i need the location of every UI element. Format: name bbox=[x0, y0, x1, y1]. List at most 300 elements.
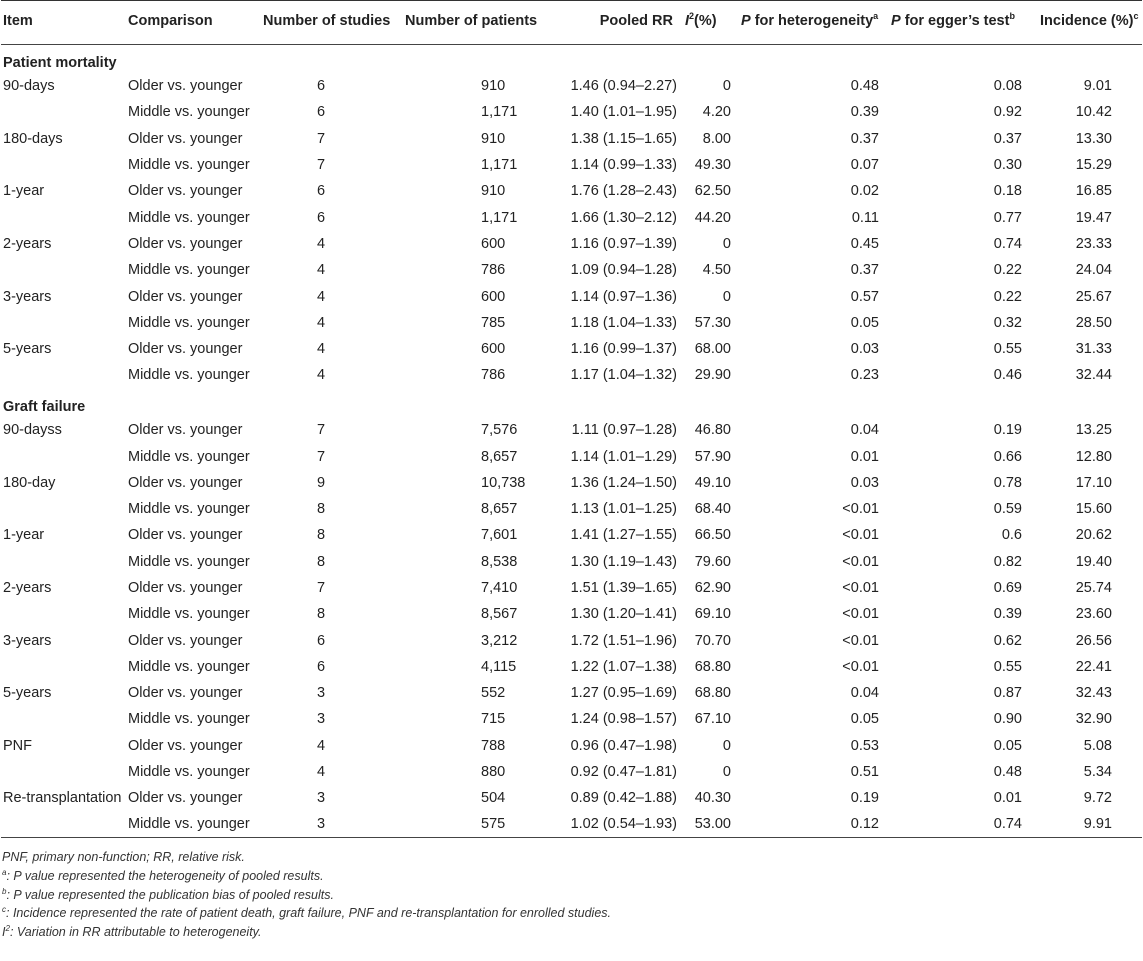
incidence-cell: 19.40 bbox=[1075, 553, 1112, 570]
item-cell bbox=[1, 601, 126, 627]
table-row bbox=[1, 654, 1142, 680]
item-cell bbox=[1, 443, 126, 469]
p-egger-cell: 0.74 bbox=[993, 816, 1022, 833]
footnote-marker: b bbox=[2, 886, 7, 896]
i2-cell: 0 bbox=[722, 235, 731, 252]
footnote-text: : Incidence represented the rate of patient death, graft failure, PNF and re-transplantation for enrolled studies. bbox=[6, 906, 611, 921]
table-row bbox=[1, 812, 1142, 838]
comparison-cell: Middle vs. younger bbox=[128, 157, 250, 174]
incidence-cell: 13.25 bbox=[1075, 422, 1112, 439]
item-cell bbox=[1, 549, 126, 575]
p-heterogeneity-cell: 0.12 bbox=[850, 816, 879, 833]
table-row bbox=[1, 417, 1142, 443]
patients-cell: 600 bbox=[481, 341, 506, 358]
studies-cell: 4 bbox=[317, 288, 326, 305]
i2-cell: 49.10 bbox=[694, 474, 731, 491]
studies-cell: 4 bbox=[317, 262, 326, 279]
i2-cell: 46.80 bbox=[694, 422, 731, 439]
comparison-cell: Middle vs. younger bbox=[128, 262, 250, 279]
header-row bbox=[1, 1, 1142, 45]
incidence-cell: 32.44 bbox=[1075, 367, 1112, 384]
comparison-cell: Older vs. younger bbox=[128, 341, 243, 358]
studies-cell: 6 bbox=[317, 183, 326, 200]
patients-cell: 715 bbox=[481, 711, 506, 728]
p-heterogeneity-cell: <0.01 bbox=[842, 501, 879, 518]
comparison-cell: Older vs. younger bbox=[128, 130, 243, 147]
incidence-cell: 23.33 bbox=[1075, 235, 1112, 252]
pooled-rr-cell: 1.09 (0.94–1.28) bbox=[570, 262, 677, 279]
i2-cell: 49.30 bbox=[694, 157, 731, 174]
p-egger-cell: 0.69 bbox=[993, 579, 1022, 596]
table-row bbox=[1, 470, 1142, 496]
p-heterogeneity-cell: <0.01 bbox=[842, 606, 879, 623]
p-heterogeneity-cell: <0.01 bbox=[842, 527, 879, 544]
comparison-cell: Older vs. younger bbox=[128, 790, 243, 807]
pooled-rr-cell: 1.02 (0.54–1.93) bbox=[570, 816, 677, 833]
patients-cell: 8,567 bbox=[481, 606, 518, 623]
p-heterogeneity-cell: 0.37 bbox=[850, 262, 879, 279]
item-cell: 2-years bbox=[3, 235, 52, 252]
studies-cell: 3 bbox=[317, 816, 326, 833]
pooled-rr-cell: 0.92 (0.47–1.81) bbox=[570, 764, 677, 781]
table-row bbox=[1, 706, 1142, 732]
footnote bbox=[2, 867, 1143, 886]
patients-cell: 7,576 bbox=[481, 422, 518, 439]
incidence-cell: 5.34 bbox=[1083, 764, 1112, 781]
p-egger-cell: 0.05 bbox=[993, 737, 1022, 754]
patients-cell: 910 bbox=[481, 130, 506, 147]
header-incidence: Incidence (%)$^c$ bbox=[1040, 11, 1139, 29]
p-heterogeneity-cell: 0.23 bbox=[850, 367, 879, 384]
comparison-cell: Older vs. younger bbox=[128, 527, 243, 544]
incidence-cell: 19.47 bbox=[1075, 209, 1112, 226]
header-pooled-rr: Pooled RR bbox=[599, 13, 673, 29]
item-cell bbox=[1, 204, 126, 230]
pooled-rr-cell: 1.16 (0.97–1.39) bbox=[570, 235, 677, 252]
incidence-cell: 13.30 bbox=[1075, 130, 1112, 147]
incidence-cell: 28.50 bbox=[1075, 314, 1112, 331]
table-row bbox=[1, 310, 1142, 336]
p-heterogeneity-cell: 0.53 bbox=[850, 737, 879, 754]
item-cell: 3-years bbox=[3, 288, 52, 305]
i2-cell: 53.00 bbox=[694, 816, 731, 833]
table-row bbox=[1, 126, 1142, 152]
i2-cell: 68.80 bbox=[694, 658, 731, 675]
i2-cell: 0 bbox=[722, 78, 731, 95]
p-heterogeneity-cell: <0.01 bbox=[842, 658, 879, 675]
studies-cell: 4 bbox=[317, 314, 326, 331]
comparison-cell: Older vs. younger bbox=[128, 685, 243, 702]
studies-cell: 6 bbox=[317, 209, 326, 226]
item-cell bbox=[1, 706, 126, 732]
footnote bbox=[2, 886, 1143, 905]
patients-cell: 4,115 bbox=[481, 658, 517, 675]
studies-cell: 9 bbox=[317, 474, 326, 491]
header-i2: $I^2(\%)$ bbox=[685, 11, 717, 29]
table-row bbox=[1, 627, 1142, 653]
i2-cell: 66.50 bbox=[694, 527, 731, 544]
studies-cell: 6 bbox=[317, 104, 326, 121]
table-row bbox=[1, 601, 1142, 627]
pooled-rr-cell: 1.27 (0.95–1.69) bbox=[570, 685, 677, 702]
table-row bbox=[1, 522, 1142, 548]
patients-cell: 7,410 bbox=[481, 579, 518, 596]
p-heterogeneity-cell: 0.04 bbox=[850, 685, 879, 702]
comparison-cell: Older vs. younger bbox=[128, 579, 243, 596]
studies-cell: 7 bbox=[317, 157, 326, 174]
p-heterogeneity-cell: 0.48 bbox=[850, 78, 879, 95]
pooled-rr-cell: 1.14 (1.01–1.29) bbox=[570, 448, 677, 465]
i2-cell: 0 bbox=[722, 764, 731, 781]
table-row bbox=[1, 73, 1142, 99]
item-cell: Re-transplantation bbox=[3, 790, 122, 807]
p-egger-cell: 0.62 bbox=[993, 632, 1022, 649]
table-row bbox=[1, 785, 1142, 811]
studies-cell: 6 bbox=[317, 632, 326, 649]
i2-cell: 68.40 bbox=[694, 501, 731, 518]
table-header bbox=[1, 1, 1142, 45]
p-heterogeneity-cell: <0.01 bbox=[842, 632, 879, 649]
pooled-rr-cell: 1.11 (0.97–1.28) bbox=[571, 422, 677, 439]
studies-cell: 8 bbox=[317, 606, 326, 623]
p-heterogeneity-cell: 0.37 bbox=[850, 130, 879, 147]
incidence-cell: 9.72 bbox=[1083, 790, 1112, 807]
footnote-lead-sup: 2 bbox=[5, 923, 10, 933]
p-egger-cell: 0.30 bbox=[993, 157, 1022, 174]
p-egger-cell: 0.22 bbox=[993, 262, 1022, 279]
comparison-cell: Middle vs. younger bbox=[128, 764, 250, 781]
studies-cell: 7 bbox=[317, 422, 326, 439]
table-body bbox=[1, 45, 1142, 838]
p-egger-cell: 0.66 bbox=[993, 448, 1022, 465]
pooled-rr-cell: 1.13 (1.01–1.25) bbox=[570, 501, 677, 518]
p-egger-cell: 0.90 bbox=[993, 711, 1022, 728]
studies-cell: 4 bbox=[317, 737, 326, 754]
studies-cell: 7 bbox=[317, 130, 326, 147]
header-studies: Number of studies bbox=[263, 13, 391, 29]
footnote-marker: c bbox=[2, 905, 6, 915]
p-egger-cell: 0.55 bbox=[993, 341, 1022, 358]
studies-cell: 6 bbox=[317, 78, 326, 95]
p-egger-cell: 0.19 bbox=[993, 422, 1022, 439]
incidence-cell: 9.01 bbox=[1083, 78, 1112, 95]
p-heterogeneity-cell: 0.03 bbox=[850, 474, 879, 491]
section-row bbox=[1, 45, 1142, 74]
i2-cell: 69.10 bbox=[694, 606, 731, 623]
header-p-heterogeneity: P for heterogeneity$^a$ bbox=[741, 11, 879, 29]
table-row bbox=[1, 336, 1142, 362]
p-heterogeneity-cell: <0.01 bbox=[842, 553, 879, 570]
studies-cell: 3 bbox=[317, 790, 326, 807]
header-comparison: Comparison bbox=[128, 13, 213, 29]
i2-cell: 4.50 bbox=[702, 262, 731, 279]
i2-cell: 57.90 bbox=[694, 448, 731, 465]
pooled-rr-cell: 1.76 (1.28–2.43) bbox=[570, 183, 677, 200]
i2-cell: 68.00 bbox=[694, 341, 731, 358]
table-row bbox=[1, 204, 1142, 230]
footnote bbox=[2, 923, 1143, 942]
comparison-cell: Middle vs. younger bbox=[128, 209, 250, 226]
table-row bbox=[1, 152, 1142, 178]
pooled-rr-cell: 1.51 (1.39–1.65) bbox=[570, 579, 677, 596]
studies-cell: 4 bbox=[317, 235, 326, 252]
incidence-cell: 20.62 bbox=[1075, 527, 1112, 544]
studies-cell: 7 bbox=[317, 448, 326, 465]
p-egger-cell: 0.08 bbox=[993, 78, 1022, 95]
p-egger-cell: 0.74 bbox=[993, 235, 1022, 252]
comparison-cell: Middle vs. younger bbox=[128, 606, 250, 623]
pooled-rr-cell: 1.40 (1.01–1.95) bbox=[570, 104, 677, 121]
patients-cell: 8,657 bbox=[481, 448, 518, 465]
pooled-rr-cell: 1.36 (1.24–1.50) bbox=[570, 474, 677, 491]
patients-cell: 3,212 bbox=[481, 632, 518, 649]
pooled-rr-cell: 1.72 (1.51–1.96) bbox=[570, 632, 677, 649]
item-cell: 5-years bbox=[3, 685, 52, 702]
comparison-cell: Middle vs. younger bbox=[128, 104, 250, 121]
incidence-cell: 23.60 bbox=[1075, 606, 1112, 623]
patients-cell: 880 bbox=[481, 764, 506, 781]
pooled-rr-cell: 1.16 (0.99–1.37) bbox=[570, 341, 677, 358]
i2-cell: 62.50 bbox=[694, 183, 731, 200]
comparison-cell: Older vs. younger bbox=[128, 632, 243, 649]
p-egger-cell: 0.59 bbox=[993, 501, 1022, 518]
p-egger-cell: 0.77 bbox=[993, 209, 1022, 226]
i2-cell: 79.60 bbox=[694, 553, 731, 570]
item-cell: 5-years bbox=[3, 341, 52, 358]
p-heterogeneity-cell: 0.04 bbox=[850, 422, 879, 439]
studies-cell: 4 bbox=[317, 367, 326, 384]
p-heterogeneity-cell: 0.19 bbox=[850, 790, 879, 807]
incidence-cell: 32.90 bbox=[1075, 711, 1112, 728]
pooled-rr-cell: 1.66 (1.30–2.12) bbox=[570, 209, 677, 226]
comparison-cell: Middle vs. younger bbox=[128, 367, 250, 384]
table-row bbox=[1, 283, 1142, 309]
footnote-text: : P value represented the heterogeneity of pooled results. bbox=[6, 868, 324, 883]
i2-cell: 62.90 bbox=[694, 579, 731, 596]
i2-cell: 0 bbox=[722, 288, 731, 305]
incidence-cell: 9.91 bbox=[1083, 816, 1112, 833]
patients-cell: 10,738 bbox=[481, 474, 526, 491]
item-cell: 90-days bbox=[3, 78, 55, 95]
header-p-egger: P for egger’s test$^b$ bbox=[891, 11, 1015, 29]
pooled-rr-cell: 0.89 (0.42–1.88) bbox=[570, 790, 677, 807]
studies-cell: 4 bbox=[317, 341, 326, 358]
pooled-rr-cell: 1.30 (1.20–1.41) bbox=[570, 606, 677, 623]
studies-cell: 8 bbox=[317, 527, 326, 544]
p-egger-cell: 0.87 bbox=[993, 685, 1022, 702]
table-row bbox=[1, 178, 1142, 204]
incidence-cell: 17.10 bbox=[1075, 474, 1112, 491]
comparison-cell: Middle vs. younger bbox=[128, 501, 250, 518]
footnote bbox=[2, 848, 1143, 867]
p-heterogeneity-cell: 0.45 bbox=[850, 235, 879, 252]
patients-cell: 785 bbox=[481, 314, 506, 331]
studies-cell: 8 bbox=[317, 553, 326, 570]
item-cell bbox=[1, 496, 126, 522]
patients-cell: 575 bbox=[481, 816, 506, 833]
pooled-rr-cell: 0.96 (0.47–1.98) bbox=[570, 737, 677, 754]
p-heterogeneity-cell: 0.02 bbox=[850, 183, 879, 200]
studies-cell: 7 bbox=[317, 579, 326, 596]
patients-cell: 504 bbox=[481, 790, 506, 807]
p-heterogeneity-cell: 0.51 bbox=[850, 764, 879, 781]
comparison-cell: Middle vs. younger bbox=[128, 816, 250, 833]
comparison-cell: Older vs. younger bbox=[128, 183, 243, 200]
i2-cell: 8.00 bbox=[702, 130, 731, 147]
comparison-cell: Middle vs. younger bbox=[128, 448, 250, 465]
item-cell: 1-year bbox=[3, 183, 45, 200]
p-egger-cell: 0.82 bbox=[993, 553, 1022, 570]
table-row bbox=[1, 362, 1142, 388]
studies-cell: 3 bbox=[317, 711, 326, 728]
item-cell bbox=[1, 257, 126, 283]
p-heterogeneity-cell: 0.11 bbox=[851, 209, 879, 226]
footnote-marker: a bbox=[2, 867, 7, 877]
comparison-cell: Older vs. younger bbox=[128, 422, 243, 439]
incidence-cell: 16.85 bbox=[1075, 183, 1112, 200]
p-egger-cell: 0.22 bbox=[993, 288, 1022, 305]
patients-cell: 1,171 bbox=[481, 209, 518, 226]
pooled-rr-cell: 1.41 (1.27–1.55) bbox=[570, 527, 677, 544]
p-egger-cell: 0.01 bbox=[993, 790, 1022, 807]
incidence-cell: 32.43 bbox=[1075, 685, 1112, 702]
incidence-cell: 15.60 bbox=[1075, 501, 1112, 518]
patients-cell: 1,171 bbox=[481, 104, 518, 121]
patients-cell: 7,601 bbox=[481, 527, 518, 544]
section-title: Patient mortality bbox=[3, 55, 117, 71]
table-row bbox=[1, 496, 1142, 522]
footnote-text: : Variation in RR attributable to heterogeneity. bbox=[9, 924, 262, 939]
footnote bbox=[2, 904, 1143, 923]
p-egger-cell: 0.18 bbox=[993, 183, 1022, 200]
comparison-cell: Middle vs. younger bbox=[128, 711, 250, 728]
patients-cell: 910 bbox=[481, 183, 506, 200]
comparison-cell: Older vs. younger bbox=[128, 288, 243, 305]
item-cell: 1-year bbox=[3, 527, 45, 544]
p-egger-cell: 0.48 bbox=[993, 764, 1022, 781]
patients-cell: 600 bbox=[481, 235, 506, 252]
p-heterogeneity-cell: 0.01 bbox=[850, 448, 879, 465]
footnote-lead: I bbox=[2, 924, 6, 939]
item-cell bbox=[1, 152, 126, 178]
incidence-cell: 22.41 bbox=[1075, 658, 1112, 675]
i2-cell: 29.90 bbox=[694, 367, 731, 384]
table-row bbox=[1, 549, 1142, 575]
table-row bbox=[1, 231, 1142, 257]
comparison-cell: Older vs. younger bbox=[128, 737, 243, 754]
p-egger-cell: 0.39 bbox=[993, 606, 1022, 623]
incidence-cell: 25.74 bbox=[1075, 579, 1112, 596]
item-cell bbox=[1, 759, 126, 785]
i2-cell: 70.70 bbox=[694, 632, 731, 649]
table-row bbox=[1, 759, 1142, 785]
results-table bbox=[1, 0, 1142, 838]
section-title: Graft failure bbox=[3, 398, 86, 415]
p-egger-cell: 0.78 bbox=[993, 474, 1022, 491]
incidence-cell: 25.67 bbox=[1075, 288, 1112, 305]
patients-cell: 8,538 bbox=[481, 553, 518, 570]
incidence-cell: 15.29 bbox=[1075, 157, 1112, 174]
studies-cell: 3 bbox=[317, 685, 326, 702]
studies-cell: 8 bbox=[317, 501, 326, 518]
comparison-cell: Older vs. younger bbox=[128, 78, 243, 95]
p-heterogeneity-cell: 0.05 bbox=[850, 711, 879, 728]
patients-cell: 8,657 bbox=[481, 501, 518, 518]
incidence-cell: 5.08 bbox=[1083, 737, 1112, 754]
i2-cell: 44.20 bbox=[694, 209, 731, 226]
incidence-cell: 26.56 bbox=[1075, 632, 1112, 649]
patients-cell: 910 bbox=[481, 78, 506, 95]
incidence-cell: 10.42 bbox=[1075, 104, 1112, 121]
i2-cell: 40.30 bbox=[694, 790, 731, 807]
patients-cell: 788 bbox=[481, 737, 506, 754]
pooled-rr-cell: 1.30 (1.19–1.43) bbox=[570, 553, 677, 570]
incidence-cell: 31.33 bbox=[1075, 341, 1112, 358]
p-heterogeneity-cell: 0.07 bbox=[850, 157, 879, 174]
p-egger-cell: 0.46 bbox=[993, 367, 1022, 384]
comparison-cell: Older vs. younger bbox=[128, 235, 243, 252]
table-footnotes bbox=[0, 848, 1143, 941]
p-heterogeneity-cell: 0.05 bbox=[850, 314, 879, 331]
pooled-rr-cell: 1.14 (0.99–1.33) bbox=[570, 157, 677, 174]
i2-cell: 67.10 bbox=[694, 711, 731, 728]
item-cell bbox=[1, 654, 126, 680]
p-heterogeneity-cell: <0.01 bbox=[842, 579, 879, 596]
comparison-cell: Middle vs. younger bbox=[128, 658, 250, 675]
patients-cell: 552 bbox=[481, 685, 506, 702]
patients-cell: 600 bbox=[481, 288, 506, 305]
header-item: Item bbox=[3, 13, 33, 29]
pooled-rr-cell: 1.24 (0.98–1.57) bbox=[570, 711, 677, 728]
i2-cell: 68.80 bbox=[694, 685, 731, 702]
comparison-cell: Older vs. younger bbox=[128, 474, 243, 491]
item-cell bbox=[1, 310, 126, 336]
item-cell bbox=[1, 362, 126, 388]
incidence-cell: 12.80 bbox=[1075, 448, 1112, 465]
item-cell: 2-years bbox=[3, 579, 52, 596]
table-row bbox=[1, 575, 1142, 601]
item-cell: PNF bbox=[3, 737, 32, 754]
item-cell: 3-years bbox=[3, 632, 52, 649]
item-cell: 90-dayss bbox=[3, 422, 62, 439]
item-cell: 180-days bbox=[3, 130, 63, 147]
p-heterogeneity-cell: 0.39 bbox=[850, 104, 879, 121]
comparison-cell: Middle vs. younger bbox=[128, 314, 250, 331]
section-row bbox=[1, 389, 1142, 418]
patients-cell: 786 bbox=[481, 367, 506, 384]
p-egger-cell: 0.55 bbox=[993, 658, 1022, 675]
comparison-cell: Middle vs. younger bbox=[128, 553, 250, 570]
footnote-text: : P value represented the publication bias of pooled results. bbox=[6, 887, 334, 902]
table-row bbox=[1, 733, 1142, 759]
footnote-text: PNF, primary non-function; RR, relative risk. bbox=[2, 850, 245, 865]
table-row bbox=[1, 99, 1142, 125]
studies-cell: 4 bbox=[317, 764, 326, 781]
p-heterogeneity-cell: 0.57 bbox=[850, 288, 879, 305]
pooled-rr-cell: 1.22 (1.07–1.38) bbox=[570, 658, 677, 675]
incidence-cell: 24.04 bbox=[1075, 262, 1112, 279]
pooled-rr-cell: 1.38 (1.15–1.65) bbox=[570, 130, 677, 147]
item-cell bbox=[1, 99, 126, 125]
i2-cell: 4.20 bbox=[702, 104, 731, 121]
table-row bbox=[1, 257, 1142, 283]
pooled-rr-cell: 1.18 (1.04–1.33) bbox=[570, 314, 677, 331]
i2-cell: 57.30 bbox=[694, 314, 731, 331]
pooled-rr-cell: 1.46 (0.94–2.27) bbox=[570, 78, 677, 95]
patients-cell: 1,171 bbox=[481, 157, 518, 174]
table-row bbox=[1, 680, 1142, 706]
p-egger-cell: 0.92 bbox=[993, 104, 1022, 121]
